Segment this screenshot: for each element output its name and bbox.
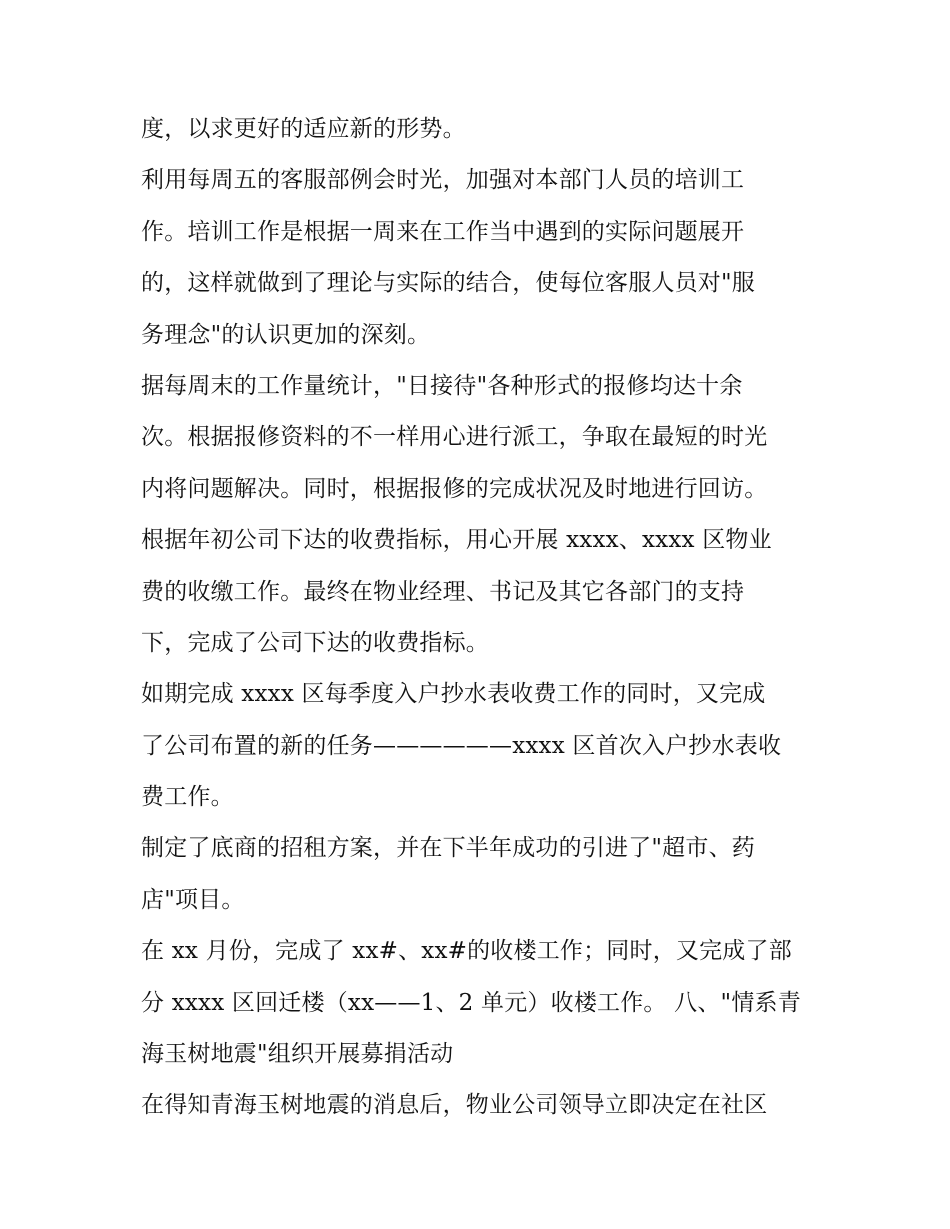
text-line: 下，完成了公司下达的收费指标。	[141, 629, 489, 656]
text-line: 据每周末的工作量统计，"日接待"各种形式的报修均达十余	[141, 372, 743, 399]
text-line: 费工作。	[141, 784, 234, 811]
text-line: 度，以求更好的适应新的形势。	[141, 116, 466, 142]
text-line: 店"项目。	[141, 886, 245, 913]
text-line: 费的收缴工作。最终在物业经理、书记及其它各部门的支持	[141, 578, 745, 605]
text-line: 了公司布置的新的任务——————xxxx 区首次入户抄水表收	[141, 732, 782, 759]
text-line: 分 xxxx 区回迁楼（xx——1、2 单元）收楼工作。 八、"情系青	[141, 989, 801, 1016]
text-line: 的，这样就做到了理论与实际的结合，使每位客服人员对"服	[141, 270, 755, 297]
text-line: 次。根据报修资料的不一样用心进行派工，争取在最短的时光	[141, 424, 768, 451]
text-line: 利用每周五的客服部例会时光，加强对本部门人员的培训工	[141, 167, 745, 194]
document-body	[141, 104, 821, 1132]
text-line: 根据年初公司下达的收费指标，用心开展 xxxx、xxxx 区物业	[141, 527, 772, 554]
text-line: 务理念"的认识更加的深刻。	[141, 321, 431, 348]
text-line: 作。培训工作是根据一周来在工作当中遇到的实际问题展开	[141, 218, 745, 245]
text-line: 内将问题解决。同时，根据报修的完成状况及时地进行回访。	[141, 475, 768, 502]
text-line: 在得知青海玉树地震的消息后，物业公司领导立即决定在社区	[141, 1092, 768, 1119]
text-line: 制定了底商的招租方案，并在下半年成功的引进了"超市、药	[141, 835, 755, 862]
text-line: 在 xx 月份，完成了 xx#、xx#的收楼工作；同时，又完成了部	[141, 938, 792, 965]
text-line: 海玉树地震"组织开展募捐活动	[141, 1041, 454, 1068]
text-line: 如期完成 xxxx 区每季度入户抄水表收费工作的同时，又完成	[141, 681, 766, 708]
